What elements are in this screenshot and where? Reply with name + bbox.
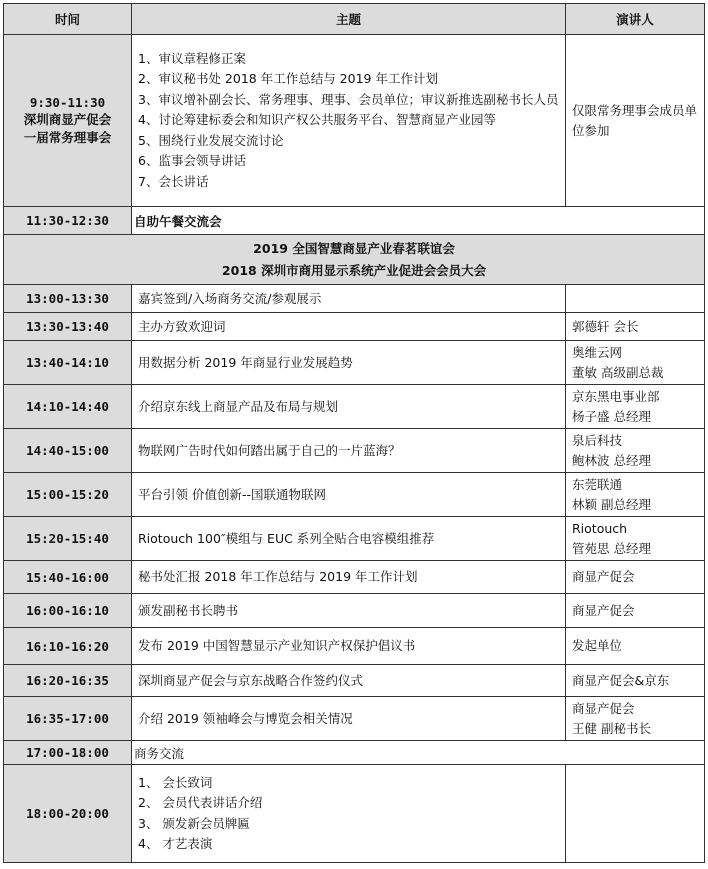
session-time: 13:40-14:10 (4, 341, 132, 385)
table-row (4, 313, 705, 341)
table-row (4, 473, 705, 517)
list-item: 2、审议秘书处 2018 年工作总结与 2019 年工作计划 (138, 71, 438, 87)
session-time: 16:00-16:10 (4, 594, 132, 628)
table-row (4, 697, 705, 741)
session-speaker-org: 商显产促会 (572, 602, 635, 618)
table-row (4, 594, 705, 628)
session-topic: 深圳商显产促会与京东战略合作签约仪式 (132, 665, 566, 697)
table-row (4, 429, 705, 473)
session-topic: 用数据分析 2019 年商显行业发展趋势 (132, 341, 566, 385)
session-speaker-org: 商显产促会 (572, 700, 635, 716)
table-row (4, 385, 705, 429)
session-speaker-org: 商显产促会&京东 (572, 672, 670, 688)
council-title-line1: 深圳商显产促会 (23, 112, 112, 127)
business-row (4, 741, 705, 765)
table-row (4, 285, 705, 313)
session-topic: 介绍 2019 领袖峰会与博览会相关情况 (132, 697, 566, 741)
list-item: 6、监事会领导讲话 (138, 153, 246, 169)
session-time: 16:10-16:20 (4, 628, 132, 665)
session-time: 16:20-16:35 (4, 665, 132, 697)
session-time: 15:40-16:00 (4, 561, 132, 594)
list-item: 2、 会员代表讲话介绍 (138, 795, 263, 810)
table-row (4, 341, 705, 385)
evening-items-cell (132, 765, 566, 863)
session-speaker (566, 473, 705, 517)
session-topic: 发布 2019 中国智慧显示产业知识产权保护倡议书 (132, 628, 566, 665)
session-time: 13:30-13:40 (4, 313, 132, 341)
evening-items (138, 769, 559, 859)
council-speaker: 仅限常务理事会成员单位参加 (566, 35, 705, 207)
list-item: 3、审议增补副会长、常务理事、理事、会员单位；审议新推选副秘书长人员 (138, 91, 559, 107)
session-speaker (566, 341, 705, 385)
evening-row (4, 765, 705, 863)
session-speaker (566, 628, 705, 665)
table-row (4, 561, 705, 594)
session-topic: 物联网广告时代如何踏出属于自己的一片蓝海？ (132, 429, 566, 473)
list-item: 4、 才艺表演 (138, 836, 213, 851)
agenda-table (3, 3, 705, 863)
banner-cell (4, 235, 705, 285)
session-speaker-person: 管苑思 总经理 (572, 540, 651, 556)
session-topic: 颁发副秘书长聘书 (132, 594, 566, 628)
session-speaker (566, 385, 705, 429)
session-time: 16:35-17:00 (4, 697, 132, 741)
council-items-cell (132, 35, 566, 207)
council-row (4, 35, 705, 207)
banner-line1: 2019 全国智慧商显产业春茗联谊会 (253, 240, 455, 256)
session-topic: 主办方致欢迎词 (132, 313, 566, 341)
session-topic: Riotouch 100″模组与 EUC 系列全贴合电容模组推荐 (132, 517, 566, 561)
list-item: 1、审议章程修正案 (138, 50, 246, 66)
session-time: 15:00-15:20 (4, 473, 132, 517)
session-speaker (566, 313, 705, 341)
council-items (138, 45, 559, 197)
list-item: 1、 会长致词 (138, 774, 213, 790)
session-time: 14:40-15:00 (4, 429, 132, 473)
lunch-topic: 自助午餐交流会 (132, 207, 705, 235)
evening-time: 18:00-20:00 (4, 765, 132, 863)
session-speaker-person: 林颖 副总经理 (572, 496, 651, 512)
session-speaker-org: 京东黑电事业部 (572, 388, 660, 404)
council-time: 9:30-11:30 (29, 95, 106, 110)
lunch-time: 11:30-12:30 (4, 207, 132, 235)
header-row (4, 4, 705, 35)
session-topic: 介绍京东线上商显产品及布局与规划 (132, 385, 566, 429)
session-time: 13:00-13:30 (4, 285, 132, 313)
session-speaker-person: 董敏 高级副总裁 (572, 364, 664, 380)
header-speaker: 演讲人 (566, 4, 705, 35)
business-topic: 商务交流 (132, 741, 705, 765)
list-item: 5、围绕行业发展交流讨论 (138, 132, 284, 148)
session-speaker-person: 王健 副秘书长 (572, 720, 651, 736)
council-time-cell (4, 35, 132, 207)
header-time: 时间 (4, 4, 132, 35)
list-item: 4、讨论筹建标委会和知识产权公共服务平台、智慧商显产业园等 (138, 112, 496, 128)
session-speaker (566, 517, 705, 561)
session-speaker-org: 泉后科技 (572, 432, 623, 448)
session-speaker (566, 285, 705, 313)
session-speaker-org: 商显产促会 (572, 569, 635, 584)
header-topic: 主题 (132, 4, 566, 35)
session-speaker (566, 429, 705, 473)
session-topic: 平台引领 价值创新--国联通物联网 (132, 473, 566, 517)
table-row (4, 665, 705, 697)
session-time: 15:20-15:40 (4, 517, 132, 561)
session-speaker-org: 东莞联通 (572, 476, 623, 492)
list-item: 7、会长讲话 (138, 173, 209, 189)
business-time: 17:00-18:00 (4, 741, 132, 765)
table-row (4, 517, 705, 561)
session-time: 14:10-14:40 (4, 385, 132, 429)
session-speaker-org: 发起单位 (572, 638, 623, 653)
table-row (4, 628, 705, 665)
session-speaker-person: 鲍林波 总经理 (572, 452, 651, 468)
list-item: 3、 颁发新会员牌匾 (138, 815, 250, 831)
session-speaker-org: 奥维云网 (572, 344, 623, 360)
banner-line2: 2018 深圳市商用显示系统产业促进会会员大会 (221, 262, 487, 278)
session-speaker-org: 郭德轩 会长 (572, 318, 639, 334)
session-speaker (566, 561, 705, 594)
session-speaker-person: 杨子盛 总经理 (572, 408, 651, 424)
session-speaker (566, 665, 705, 697)
evening-speaker (566, 765, 705, 863)
banner-row (4, 235, 705, 285)
council-title-line2: 一届常务理事会 (23, 130, 112, 145)
session-speaker (566, 594, 705, 628)
lunch-row (4, 207, 705, 235)
session-speaker (566, 697, 705, 741)
session-topic: 嘉宾签到/入场商务交流/参观展示 (132, 285, 566, 313)
session-speaker-org: Riotouch (572, 520, 628, 536)
session-topic: 秘书处汇报 2018 年工作总结与 2019 年工作计划 (132, 561, 566, 594)
